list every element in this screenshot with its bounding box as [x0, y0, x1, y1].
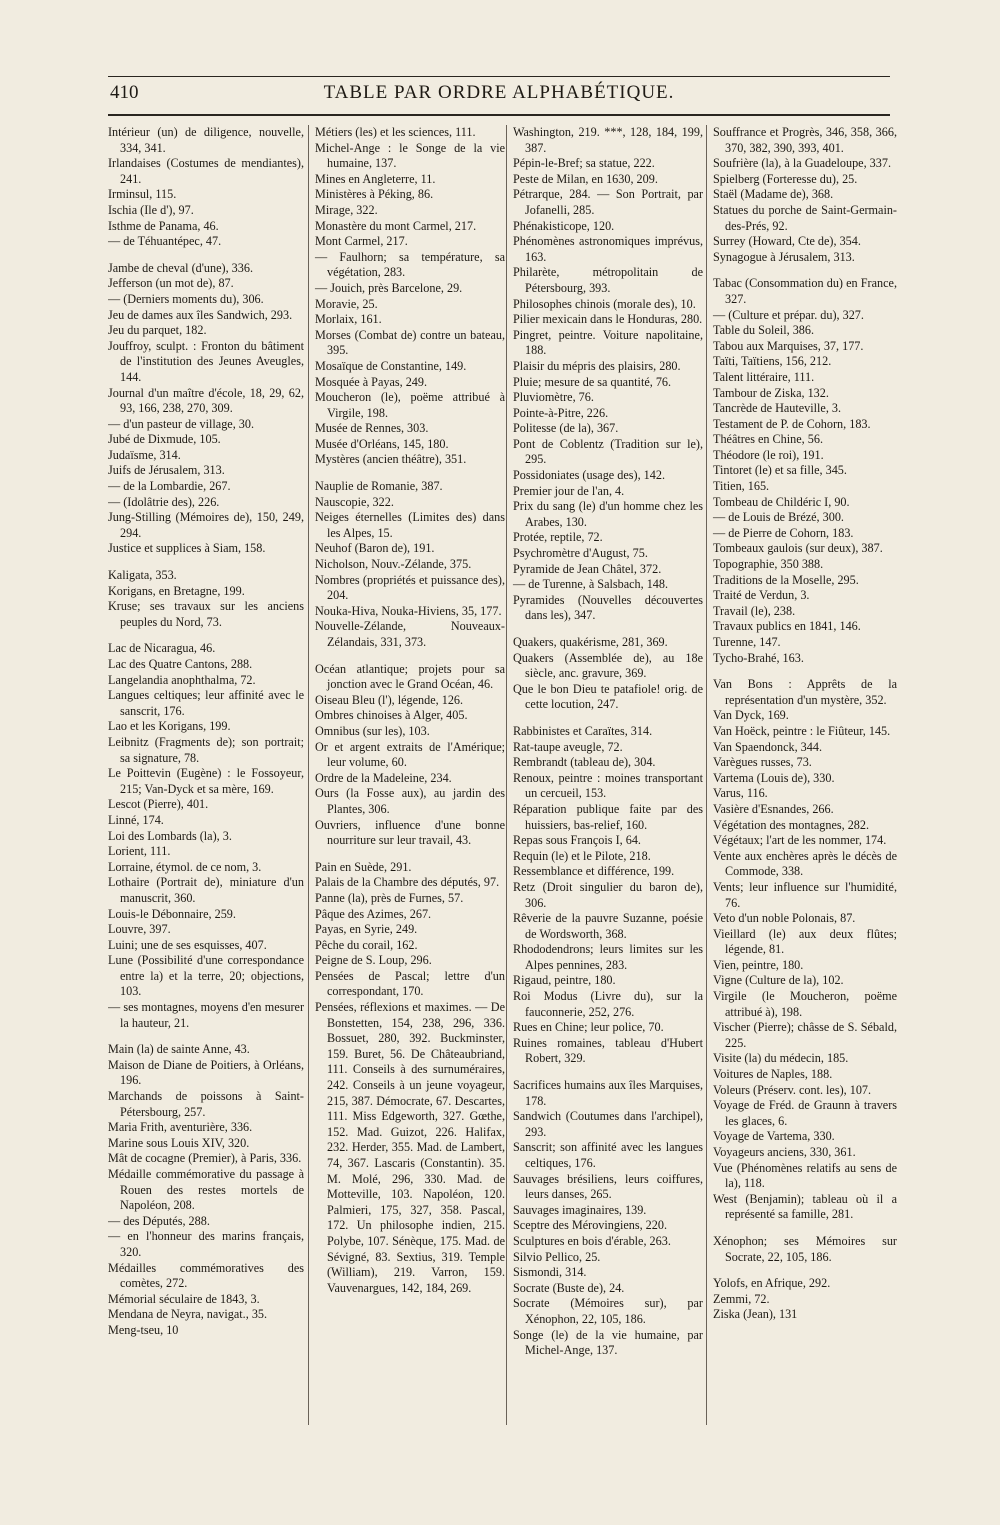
index-entry: Marchands de poissons à Saint-Pétersbourg, 257. [108, 1089, 304, 1119]
index-entry: — de Louis de Brézé, 300. [713, 510, 844, 525]
index-entry: Vien, peintre, 180. [713, 957, 804, 972]
index-entry: Moucheron (le), poëme attribué à Virgile, 198. [315, 390, 505, 420]
index-entry: Voyage de Fréd. de Graunn à travers les glaces, 6. [713, 1098, 897, 1128]
index-entry: Métiers (les) et les sciences, 111. [315, 125, 476, 139]
index-entry: Or et argent extraits de l'Amérique; leur volume, 60. [315, 739, 505, 770]
index-entry: Rat-taupe aveugle, 72. [513, 739, 623, 754]
index-entry: Ministères à Péking, 86. [315, 187, 434, 202]
letter-group-gap [108, 1031, 304, 1042]
index-entry: — Faulhorn; sa température, sa végétation, 283. [315, 249, 505, 280]
index-entry: Morlaix, 161. [315, 312, 382, 327]
index-entry: Tintoret (le) et sa fille, 345. [713, 463, 847, 478]
index-entry: Travaux publics en 1841, 146. [713, 619, 861, 634]
index-column-1 [108, 125, 304, 1425]
index-entry: Végétaux; l'art de les nommer, 174. [713, 833, 887, 848]
index-entry: Van Spaendonck, 344. [713, 739, 822, 754]
index-entry: Spielberg (Forteresse du), 25. [713, 171, 858, 186]
index-entry: Végétation des montagnes, 282. [713, 817, 870, 832]
letter-group-gap [713, 265, 897, 276]
index-entry: Rêverie de la pauvre Suzanne, poésie de Wordsworth, 368. [513, 911, 703, 941]
letter-group-gap [513, 1067, 703, 1078]
index-entry: Pingret, peintre. Voiture napolitaine, 188. [513, 327, 703, 358]
index-entry: Jubé de Dixmude, 105. [108, 432, 221, 447]
index-entry: Vente aux enchères après le décès de Commode, 338. [713, 848, 897, 879]
index-entry: Rues en Chine; leur police, 70. [513, 1020, 664, 1035]
letter-group-gap [315, 468, 505, 479]
letter-group-gap [713, 666, 897, 677]
index-entry: Mirage, 322. [315, 202, 378, 217]
index-entry: Lorraine, étymol. de ce nom, 3. [108, 859, 262, 874]
index-entry: Tambour de Ziska, 132. [713, 385, 829, 400]
index-entry: Quakers (Assemblée de), au 18e siècle, anc. gravure, 369. [513, 650, 703, 681]
index-entry: Protée, reptile, 72. [513, 530, 603, 545]
index-entry: — de Turenne, à Salsbach, 148. [513, 577, 669, 592]
index-entry: Luini; une de ses esquisses, 407. [108, 937, 267, 952]
index-entry: Sculptures en bois d'érable, 263. [513, 1233, 671, 1248]
index-entry: Possidoniates (usage des), 142. [513, 468, 665, 483]
index-entry: Virgile (le Moucheron, poëme attribué à), 198. [713, 989, 897, 1019]
index-entry: Pyramide de Jean Châtel, 372. [513, 561, 662, 576]
index-entry: Journal d'un maître d'école, 18, 29, 62, 93, 166, 238, 270, 309. [108, 385, 304, 416]
index-entry: Loi des Lombards (la), 3. [108, 828, 232, 843]
index-entry: Leibnitz (Fragments de); son portrait; sa signature, 78. [108, 734, 304, 765]
index-entry: Réparation publique faite par des huissiers, bas-relief, 160. [513, 801, 703, 832]
index-entry: Pyramides (Nouvelles découvertes dans les), 347. [513, 592, 703, 623]
index-entry: Théodore (le roi), 191. [713, 447, 824, 462]
index-entry: Nombres (propriétés et puissance des), 204. [315, 572, 505, 603]
index-entry: Soufrière (la), à la Guadeloupe, 337. [713, 156, 892, 171]
index-entry: — de Téhuantépec, 47. [108, 234, 222, 249]
index-entry: Sacrifices humains aux îles Marquises, 178. [513, 1078, 703, 1108]
index-entry: Pluviomètre, 76. [513, 390, 594, 405]
index-entry: Intérieur (un) de diligence, nouvelle, 334, 341. [108, 125, 304, 155]
index-entry: Payas, en Syrie, 249. [315, 922, 418, 937]
index-entry: Peigne de S. Loup, 296. [315, 953, 432, 968]
index-entry: Psychromètre d'August, 75. [513, 546, 648, 561]
index-entry: Louis-le Débonnaire, 259. [108, 906, 236, 921]
index-entry: Lune (Possibilité d'une correspondance entre la) et la terre, 20; objections, 103. [108, 953, 304, 999]
index-entry: Socrate (Mémoires sur), par Xénophon, 22, 105, 186. [513, 1296, 703, 1326]
index-entry: — des Députés, 288. [108, 1213, 210, 1228]
index-entry: West (Benjamin); tableau où il a représenté sa famille, 281. [713, 1191, 897, 1222]
index-entry: Voyageurs anciens, 330, 361. [713, 1145, 856, 1159]
index-entry: Lothaire (Portrait de), miniature d'un manuscrit, 360. [108, 875, 304, 905]
index-entry: Vents; leur influence sur l'humidité, 76. [713, 879, 897, 910]
index-entry: Nauplie de Romanie, 387. [315, 479, 443, 494]
index-entry: Pêche du corail, 162. [315, 937, 418, 952]
index-entry: Sismondi, 314. [513, 1265, 587, 1280]
index-entry: Peste de Milan, en 1630, 209. [513, 171, 658, 186]
index-entry: Langelandia anophthalma, 72. [108, 672, 256, 687]
index-entry: Mendana de Neyra, navigat., 35. [108, 1307, 268, 1322]
letter-group-gap [108, 250, 304, 261]
index-entry: Pépin-le-Bref; sa statue, 222. [513, 156, 655, 171]
index-entry: Travail (le), 238. [713, 603, 796, 618]
index-entry: Table du Soleil, 386. [713, 323, 815, 338]
index-entry: Sandwich (Coutumes dans l'archipel), 293. [513, 1109, 703, 1139]
index-entry: Sanscrit; son affinité avec les langues celtiques, 176. [513, 1140, 703, 1170]
index-entry: Vue (Phénomènes relatifs au sens de la), 118. [713, 1160, 897, 1191]
index-entry: Talent littéraire, 111. [713, 369, 815, 384]
index-entry: Irminsul, 115. [108, 187, 177, 202]
index-entry: — (Idolâtrie des), 226. [108, 494, 220, 509]
index-entry: Jung-Stilling (Mémoires de), 150, 249, 294. [108, 510, 304, 540]
header-top-rule [108, 76, 890, 77]
index-entry: Repas sous François I, 64. [513, 833, 641, 848]
index-entry: Van Hoëck, peintre : le Fiûteur, 145. [713, 723, 891, 738]
index-entry: Phénakisticope, 120. [513, 218, 615, 233]
index-entry: Traité de Verdun, 3. [713, 588, 810, 603]
index-entry: Monastère du mont Carmel, 217. [315, 218, 477, 233]
index-entry: Jouffroy, sculpt. : Fronton du bâtiment de l'institution des Jeunes Aveugles, 144. [108, 338, 304, 384]
index-entry: Pensées de Pascal; lettre d'un correspondant, 170. [315, 968, 505, 999]
index-entry: Taïti, Taïtiens, 156, 212. [713, 354, 832, 369]
index-entry: Neiges éternelles (Limites des) dans les Alpes, 15. [315, 510, 505, 540]
index-entry: — (Culture et prépar. du), 327. [713, 307, 864, 322]
index-entry: Nouvelle-Zélande, Nouveaux-Zélandais, 331, 373. [315, 619, 505, 649]
index-entry: Pain en Suède, 291. [315, 859, 412, 874]
index-entry: Pâque des Azimes, 267. [315, 906, 432, 921]
index-entry: Rhododendrons; leurs limites sur les Alpes pennines, 283. [513, 942, 703, 972]
index-entry: Kaligata, 353. [108, 568, 177, 583]
index-entry: Juifs de Jérusalem, 313. [108, 463, 225, 478]
index-entry: Pilier mexicain dans le Honduras, 280. [513, 312, 703, 327]
index-entry: Premier jour de l'an, 4. [513, 483, 625, 498]
index-entry: Van Dyck, 169. [713, 708, 789, 723]
index-entry: Renoux, peintre : moines transportant un cercueil, 153. [513, 770, 703, 801]
index-entry: Testament de P. de Cohorn, 183. [713, 416, 871, 431]
index-entry: — Jouich, près Barcelone, 29. [315, 280, 463, 295]
index-entry: — d'un pasteur de village, 30. [108, 416, 255, 431]
index-column-2 [308, 125, 505, 1425]
index-entry: Vasière d'Esnandes, 266. [713, 801, 834, 816]
index-entry: Tabou aux Marquises, 37, 177. [713, 338, 864, 353]
index-entry: Ressemblance et différence, 199. [513, 864, 675, 879]
index-entry: Pointe-à-Pitre, 226. [513, 405, 609, 420]
index-entry: Staël (Madame de), 368. [713, 187, 834, 202]
index-entry: Lescot (Pierre), 401. [108, 797, 209, 812]
index-entry: Voleurs (Préserv. cont. les), 107. [713, 1082, 872, 1097]
letter-group-gap [108, 630, 304, 641]
index-entry: Roi Modus (Livre du), sur la fauconnerie, 252, 276. [513, 989, 703, 1019]
index-entry: Zemmi, 72. [713, 1291, 770, 1306]
index-entry: Ours (la Fosse aux), au jardin des Plantes, 306. [315, 786, 505, 816]
index-entry: — de la Lombardie, 267. [108, 479, 231, 494]
index-entry: Souffrance et Progrès, 346, 358, 366, 370, 382, 390, 393, 401. [713, 125, 897, 155]
index-entry: Palais de la Chambre des députés, 97. [315, 875, 500, 890]
index-entry: Philarète, métropolitain de Pétersbourg, 393. [513, 265, 703, 295]
index-entry: Tombeau de Childéric I, 90. [713, 494, 850, 509]
index-entry: Panne (la), près de Furnes, 57. [315, 890, 464, 905]
index-entry: Mât de cocagne (Premier), à Paris, 336. [108, 1151, 302, 1166]
index-entry: Veto d'un noble Polonais, 87. [713, 911, 856, 926]
index-entry: Marine sous Louis XIV, 320. [108, 1135, 250, 1150]
index-entry: Moravie, 25. [315, 296, 378, 311]
index-entry: Pétrarque, 284. — Son Portrait, par Jofanelli, 285. [513, 187, 703, 217]
index-entry: Isthme de Panama, 46. [108, 218, 219, 233]
letter-group-gap [108, 557, 304, 568]
index-entry: Korigans, en Bretagne, 199. [108, 583, 245, 598]
index-entry: Mont Carmel, 217. [315, 234, 408, 249]
index-entry: Océan atlantique; projets pour sa jonction avec le Grand Océan, 46. [315, 661, 505, 692]
index-entry: Tabac (Consommation du) en France, 327. [713, 276, 897, 306]
page-number: 410 [110, 82, 139, 103]
index-entry: Politesse (de la), 367. [513, 421, 619, 436]
index-entry: Kruse; ses travaux sur les anciens peuples du Nord, 73. [108, 599, 304, 629]
index-entry: Topographie, 350 388. [713, 557, 824, 572]
index-entry: Rembrandt (tableau de), 304. [513, 755, 656, 770]
index-entry: Lao et les Korigans, 199. [108, 719, 231, 734]
index-entry: Jeu de dames aux îles Sandwich, 293. [108, 307, 293, 322]
index-entry: Ordre de la Madeleine, 234. [315, 770, 452, 785]
index-entry: Pensées, réflexions et maximes. — De Bonstetten, 154, 238, 296, 336. Bossuet, 280, 392. Buckminster, 159. Buret, 56. De Châteaubriand, 111. Conseils à des surnuméraires, 242. Conseils à un jeune voyageur, 215, 387. Démocrate, 67. Descartes, 111. Miss Edgeworth, 327. Gœthe, 152. Mad. Guizot, 226. Halifax, 232. Herder, 355. Mad. de Lambert, 74, 367. Lascaris (Constantin). 35. M. Molé, 296, 330. Mad. de Motteville, 103. Napoléon, 120. Palmieri, 175, 327, 358. Pascal, 172. Un philosophe indien, 215. Polybe, 107. Sénèque, 175. Mad. de Sévigné, 83. Sextius, 319. Temple (William), 219. Varron, 159. Vauvenargues, 142, 184, 269. [315, 1000, 505, 1295]
index-entry: Omnibus (sur les), 103. [315, 723, 430, 738]
index-entry: Mystères (ancien théâtre), 351. [315, 452, 467, 467]
index-entry: Retz (Droit singulier du baron de), 306. [513, 879, 703, 910]
index-entry: Musée d'Orléans, 145, 180. [315, 436, 449, 451]
index-entry: Ombres chinoises à Alger, 405. [315, 708, 468, 723]
index-entry: Traditions de la Moselle, 295. [713, 572, 859, 587]
index-entry: Visite (la) du médecin, 185. [713, 1051, 849, 1066]
index-entry: Prix du sang (le) d'un homme chez les Arabes, 130. [513, 499, 703, 529]
index-entry: Varus, 116. [713, 786, 768, 801]
index-entry: Vartema (Louis de), 330. [713, 770, 835, 785]
index-entry: Sauvages imaginaires, 139. [513, 1202, 647, 1217]
index-entry: Sauvages brésiliens, leurs coiffures, leurs danses, 265. [513, 1171, 703, 1202]
index-entry: Mosquée à Payas, 249. [315, 374, 428, 389]
index-entry: Mosaïque de Constantine, 149. [315, 358, 467, 373]
index-entry: Mines en Angleterre, 11. [315, 171, 436, 186]
letter-group-gap [315, 849, 505, 860]
index-entry: Meng-tseu, 10 [108, 1322, 179, 1337]
index-entry: Requin (le) et le Pilote, 218. [513, 848, 651, 863]
letter-group-gap [713, 1223, 897, 1234]
index-entry: Vischer (Pierre); châsse de S. Sébald, 225. [713, 1020, 897, 1050]
letter-group-gap [513, 713, 703, 724]
index-entry: Justice et supplices à Siam, 158. [108, 541, 266, 556]
letter-group-gap [315, 651, 505, 662]
index-entry: Que le bon Dieu te patafiole! orig. de cette locution, 247. [513, 681, 703, 712]
index-entry: Ruines romaines, tableau d'Hubert Robert, 329. [513, 1035, 703, 1066]
index-entry: Silvio Pellico, 25. [513, 1249, 601, 1264]
index-entry: Xénophon; ses Mémoires sur Socrate, 22, 105, 186. [713, 1233, 897, 1264]
index-entry: Lorient, 111. [108, 844, 171, 859]
index-entry: Louvre, 397. [108, 922, 171, 937]
index-entry: Songe (le) de la vie humaine, par Michel-Ange, 137. [513, 1327, 703, 1358]
index-column-4 [706, 125, 897, 1425]
index-entry: Ziska (Jean), 131 [713, 1307, 798, 1322]
index-entry: Phénomènes astronomiques imprévus, 163. [513, 234, 703, 264]
index-entry: Ouvriers, influence d'une bonne nourriture sur leur travail, 43. [315, 817, 505, 848]
index-entry: Le Poittevin (Eugène) : le Fossoyeur, 215; Van-Dyck et sa mère, 169. [108, 766, 304, 796]
index-entry: — en l'honneur des marins français, 320. [108, 1229, 304, 1259]
index-entry: Nicholson, Nouv.-Zélande, 375. [315, 557, 472, 572]
index-entry: Lac des Quatre Cantons, 288. [108, 657, 253, 671]
index-entry: Jefferson (un mot de), 87. [108, 276, 234, 291]
index-column-3 [506, 125, 703, 1425]
index-entry: Sceptre des Mérovingiens, 220. [513, 1218, 668, 1233]
index-columns [108, 125, 897, 1425]
index-entry: Lac de Nicaragua, 46. [108, 641, 216, 656]
index-entry: Turenne, 147. [713, 635, 781, 649]
index-entry: Vigne (Culture de la), 102. [713, 973, 844, 988]
index-entry: Pont de Coblentz (Tradition sur le), 295. [513, 436, 703, 467]
index-entry: Vieillard (le) aux deux flûtes; légende, 81. [713, 926, 897, 957]
index-entry: Van Bons : Apprêts de la représentation d'un mystère, 352. [713, 677, 897, 707]
index-entry: Synagogue à Jérusalem, 313. [713, 249, 855, 264]
index-entry: Washington, 219. ***, 128, 184, 199, 387. [513, 125, 703, 155]
index-entry: Jeu du parquet, 182. [108, 323, 207, 338]
index-entry: Morses (Combat de) contre un bateau, 395. [315, 327, 505, 358]
index-entry: Main (la) de sainte Anne, 43. [108, 1042, 250, 1057]
index-entry: Surrey (Howard, Cte de), 354. [713, 234, 861, 249]
index-entry: Socrate (Buste de), 24. [513, 1280, 625, 1295]
letter-group-gap [513, 624, 703, 635]
index-entry: Tombeaux gaulois (sur deux), 387. [713, 541, 883, 556]
index-entry: Nouka-Hiva, Nouka-Hiviens, 35, 177. [315, 603, 502, 618]
index-entry: Maison de Diane de Poitiers, à Orléans, 196. [108, 1057, 304, 1088]
index-entry: Musée de Rennes, 303. [315, 421, 429, 436]
index-entry: Tancrède de Hauteville, 3. [713, 401, 842, 416]
index-entry: Statues du porche de Saint-Germain-des-Prés, 92. [713, 202, 897, 233]
index-entry: Médaille commémorative du passage à Rouen des restes mortels de Napoléon, 208. [108, 1167, 304, 1213]
index-entry: Judaïsme, 314. [108, 447, 181, 462]
index-entry: Quakers, quakérisme, 281, 369. [513, 635, 668, 649]
index-entry: — (Derniers moments du), 306. [108, 291, 264, 306]
index-entry: Voyage de Vartema, 330. [713, 1129, 835, 1144]
index-entry: — de Pierre de Cohorn, 183. [713, 525, 854, 540]
index-entry: Neuhof (Baron de), 191. [315, 541, 435, 556]
index-entry: Langues celtiques; leur affinité avec le sanscrit, 176. [108, 688, 304, 718]
index-entry: Nauscopie, 322. [315, 494, 394, 509]
index-entry: Oiseau Bleu (l'), légende, 126. [315, 692, 464, 707]
index-entry: Voitures de Naples, 188. [713, 1067, 833, 1082]
index-entry: Rabbinistes et Caraïtes, 314. [513, 723, 653, 738]
index-entry: Ischia (Ile d'), 97. [108, 202, 194, 217]
page-title: TABLE PAR ORDRE ALPHABÉTIQUE. [323, 82, 675, 103]
index-entry: Philosophes chinois (morale des), 10. [513, 296, 696, 311]
index-entry: Plaisir du mépris des plaisirs, 280. [513, 358, 681, 373]
index-entry: Linné, 174. [108, 812, 164, 827]
index-entry: Jambe de cheval (d'une), 336. [108, 260, 254, 275]
index-entry: Pluie; mesure de sa quantité, 76. [513, 374, 672, 389]
index-entry: Mémorial séculaire de 1843, 3. [108, 1291, 260, 1306]
header-bottom-rule [108, 114, 890, 116]
letter-group-gap [713, 1265, 897, 1276]
index-entry: Michel-Ange : le Songe de la vie humaine, 137. [315, 140, 505, 171]
index-entry: Théâtres en Chine, 56. [713, 432, 823, 447]
index-entry: Irlandaises (Costumes de mendiantes), 241. [108, 156, 304, 186]
index-entry: Médailles commémoratives des comètes, 272. [108, 1260, 304, 1291]
index-entry: Rigaud, peintre, 180. [513, 973, 616, 988]
index-entry: Maria Frith, aventurière, 336. [108, 1120, 253, 1135]
index-entry: Tycho-Brahé, 163. [713, 650, 804, 665]
index-entry: Varègues russes, 73. [713, 755, 812, 770]
index-entry: Yolofs, en Afrique, 292. [713, 1276, 831, 1291]
page-header [108, 74, 890, 120]
index-entry: Titien, 165. [713, 479, 770, 494]
index-entry: — ses montagnes, moyens d'en mesurer la hauteur, 21. [108, 1000, 304, 1030]
